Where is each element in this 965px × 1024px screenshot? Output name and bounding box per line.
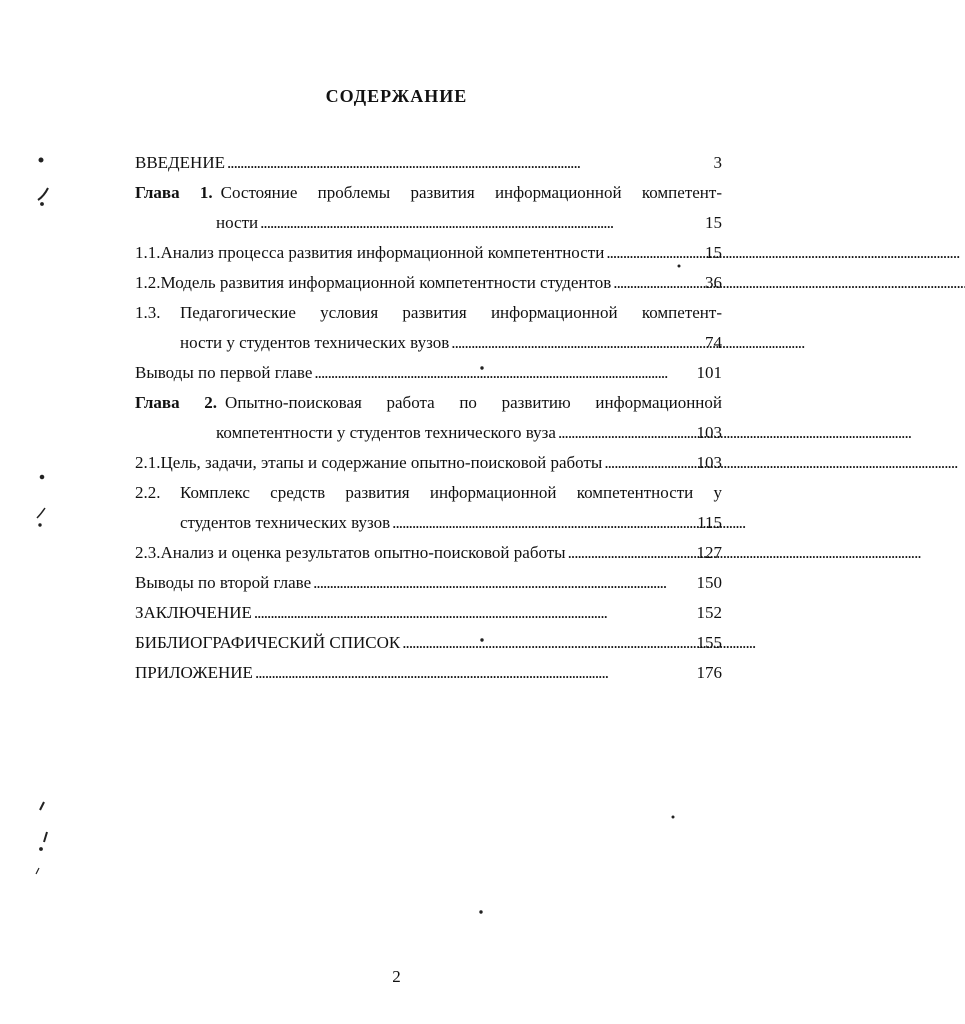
chapter-label: Глава 2. (135, 393, 218, 412)
toc-entry-text: Анализ процесса развития информационной компетентности (160, 243, 605, 262)
toc-entry-label: Выводы по первой главе (135, 363, 313, 382)
chapter-label: Глава 1. (135, 183, 213, 202)
toc-entry-chapter-1[interactable] (135, 178, 722, 238)
toc-entry-text-continued: студентов технических вузов (180, 513, 391, 532)
toc-entry-text: Цель, задачи, этапы и содержание опытно-поисковой работы (160, 453, 603, 472)
toc-entry-label: БИБЛИОГРАФИЧЕСКИЙ СПИСОК (135, 633, 401, 652)
toc-entry-appendix[interactable] (135, 658, 722, 688)
section-number: 2.1. (135, 453, 161, 472)
section-number: 2.3. (135, 543, 161, 562)
toc-entry-conclusion-2[interactable] (135, 568, 722, 598)
toc-entry-label: ЗАКЛЮЧЕНИЕ (135, 603, 252, 622)
toc-page-number: 15 (705, 213, 722, 232)
dot-leader (227, 148, 712, 178)
toc-entry-text: Модель развития информационной компетентности студентов (160, 273, 612, 292)
toc-page-number: 176 (696, 663, 722, 682)
dot-leader (314, 358, 694, 388)
toc-page-number: 127 (696, 543, 722, 562)
toc-page-number: 103 (696, 453, 722, 472)
toc-entry-section-2-1[interactable] (135, 448, 722, 478)
section-number: 1.1. (135, 243, 161, 262)
toc-page-number: 155 (696, 633, 722, 652)
dot-leader (313, 568, 694, 598)
toc-page-number: 15 (705, 243, 722, 262)
toc-entry-text: Опытно-поисковая работа по развитию информационной (225, 393, 723, 412)
toc-page-number: 103 (696, 423, 722, 442)
toc-entry-label: ВВЕДЕНИЕ (135, 153, 225, 172)
toc-entry-section-1-1[interactable] (135, 238, 722, 268)
toc-entry-section-1-2[interactable] (135, 268, 722, 298)
toc-entry-chapter-2[interactable] (135, 388, 722, 448)
toc-entry-label: ПРИЛОЖЕНИЕ (135, 663, 253, 682)
page-title: СОДЕРЖАНИЕ (325, 86, 468, 106)
toc-entry-section-2-3[interactable] (135, 538, 722, 568)
toc-page-number: 74 (705, 333, 722, 352)
dot-leader (613, 268, 703, 298)
dot-leader (604, 448, 694, 478)
toc-entry-intro[interactable] (135, 148, 722, 178)
section-number: 2.2. (135, 483, 161, 502)
toc-entry-final[interactable] (135, 598, 722, 628)
toc-entry-bibliography[interactable] (135, 628, 722, 658)
toc-entry-section-1-3[interactable] (135, 298, 722, 358)
toc-page-number: 3 (713, 153, 722, 172)
page-number: 2 (392, 967, 401, 986)
toc-entry-label: Выводы по второй главе (135, 573, 312, 592)
dot-leader (260, 208, 703, 238)
dot-leader (568, 538, 695, 568)
toc-entry-text-continued: компетентности у студентов технического вуза (216, 423, 556, 442)
toc-entry-text: Состояние проблемы развития информационной компетент- (220, 183, 722, 202)
section-number: 1.2. (135, 273, 161, 292)
toc-entry-text: Педагогические условия развития информационной компетент- (180, 303, 722, 322)
toc-page-number: 101 (696, 363, 722, 382)
toc-entry-text-continued: ности (216, 213, 259, 232)
toc-page-number: 115 (697, 513, 722, 532)
toc-entry-text: Комплекс средств развития информационной компетентности у (180, 483, 722, 502)
toc-entry-section-2-2[interactable] (135, 478, 722, 538)
toc-page-number: 36 (705, 273, 722, 292)
dot-leader (451, 328, 703, 358)
dot-leader (254, 598, 695, 628)
dot-leader (402, 628, 694, 658)
section-number: 1.3. (135, 303, 161, 322)
dot-leader (606, 238, 703, 268)
toc-entry-conclusion-1[interactable] (135, 358, 722, 388)
table-of-contents (135, 148, 722, 688)
toc-page-number: 152 (696, 603, 722, 622)
toc-entry-text-continued: ности у студентов технических вузов (180, 333, 450, 352)
toc-entry-text: Анализ и оценка результатов опытно-поисковой работы (160, 543, 566, 562)
dot-leader (255, 658, 695, 688)
dot-leader (392, 508, 695, 538)
dot-leader (558, 418, 695, 448)
toc-page-number: 150 (696, 573, 722, 592)
